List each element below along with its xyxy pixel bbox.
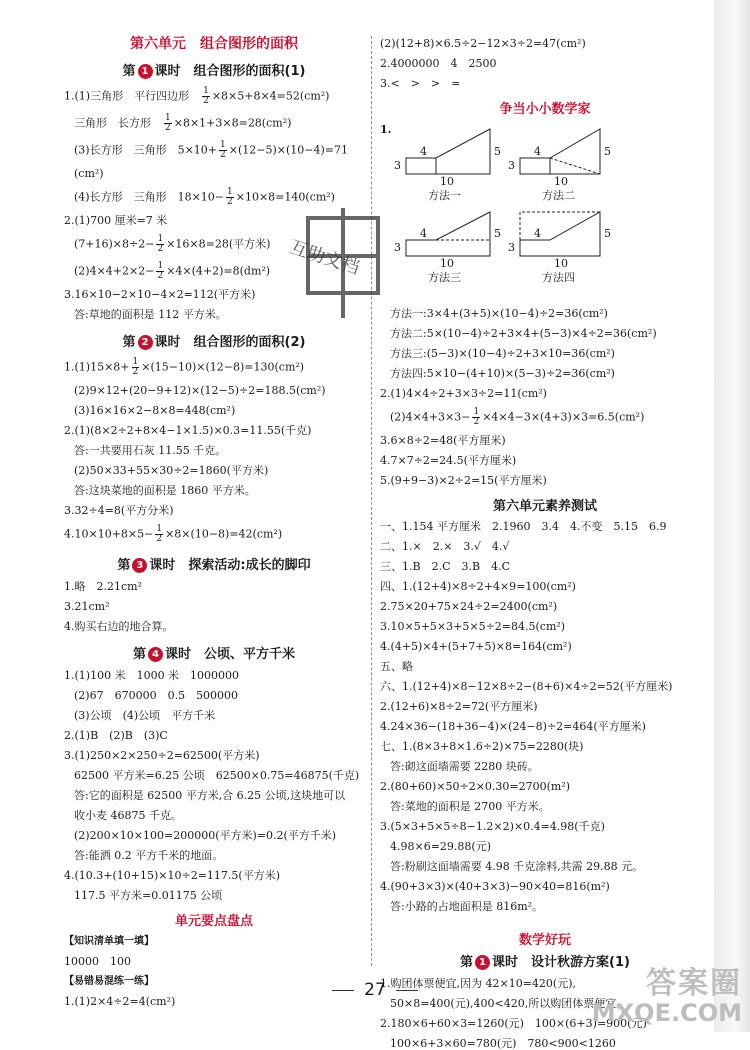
fig-side-label: 10 (440, 257, 454, 270)
answer-line: (3)长方形 三角形 5×10+ $\frac{1}{2}$ ×(12−5)×(10−4)=71 (74, 140, 348, 160)
answer-line: 3.10×5+5×3+5×5÷2=84.5(cm²) (380, 620, 566, 633)
fraction: $\frac{1}{2}$ (157, 234, 164, 254)
summary-title: 单元要点盘点 (174, 914, 253, 929)
watermark-text: 互助文档 (286, 236, 362, 279)
answer-line: 收小麦 46875 千克。 (74, 809, 182, 822)
answer-line: (cm²) (74, 167, 104, 180)
answer-line: 2.(80+60)×50÷2×0.30=2700(m²) (380, 780, 571, 793)
fraction: $\frac{1}{2}$ (203, 86, 209, 106)
fig-caption: 方法一 (428, 189, 461, 202)
answer-line: 2.75×20+75×24÷2=2400(cm²) (380, 600, 558, 613)
knowledge-tag: 【知识清单填一填】 (64, 936, 154, 947)
answer-line: 4.98×6=29.88(元) (390, 840, 491, 853)
fig-side-label: 3 (394, 159, 401, 172)
answer-line: 答:粉刷这面墙需要 4.98 千克涂料,共需 29.88 元。 (390, 860, 644, 873)
fig-caption: 方法四 (542, 271, 575, 284)
lesson-3-heading: 第 3 课时 探索活动:成长的脚印 (117, 558, 311, 573)
answer-line: 3.32÷4=8(平方分米) (64, 504, 174, 517)
fig-side-label: 5 (494, 145, 501, 158)
answer-line: 50×8=400(元),400<420,所以购团体票便宜。 (390, 997, 628, 1010)
fig-caption: 方法三 (428, 271, 461, 284)
answer-line: (2)67 670000 0.5 500000 (74, 689, 239, 702)
answer-line: 3.< > > = (380, 77, 461, 90)
lesson-number-badge: 3 (132, 558, 147, 573)
answer-line: 1.购团体票便宜,因为 42×10=420(元), (380, 977, 576, 990)
fig-side-label: 5 (494, 227, 501, 240)
answer-line: 1.(1)2×4÷2=4(cm²) (64, 995, 176, 1008)
fun-title: 数学好玩 (518, 933, 571, 948)
fig-side-label: 4 (534, 227, 541, 240)
answer-line: 2.(1)700 厘米=7 米 (64, 214, 168, 227)
fig-side-label: 5 (604, 227, 611, 240)
answer-line: 方法二:5×(10−4)÷2+3×4+(5−3)×4÷2=36(cm²) (390, 327, 657, 340)
answer-line: 三、1.B 2.C 3.B 4.C (380, 560, 510, 573)
fraction: $\frac{1}{2}$ (132, 357, 139, 377)
answer-line: 1.(1)100 米 1000 米 1000000 (64, 669, 240, 682)
watermark-stamp (278, 198, 408, 338)
answer-line: (2)4×4+3×3− $\frac{1}{2}$ ×4×4−3×(4+3)×3=6.5(cm²) (390, 407, 645, 427)
answer-line: 2.(12+6)×8÷2=72(平方厘米) (380, 700, 538, 713)
lesson-4-heading: 第 4 课时 公顷、平方千米 (132, 647, 296, 662)
lesson-number-badge: 1 (475, 955, 490, 970)
site-logo: 答案圈 MXQE.COM (591, 966, 742, 1027)
answer-line: 3.(1)250×2×250÷2=62500(平方米) (64, 749, 260, 762)
lesson-1-heading: 第 1 课时 组合图形的面积(1) (122, 64, 306, 79)
answer-line: 方法一:3×4+(3+5)×(10−4)÷2=36(cm²) (390, 307, 608, 320)
answer-line: (4)长方形 三角形 18×10− $\frac{1}{2}$ ×10×8=140(cm²) (74, 187, 335, 207)
answer-line: 4.(4+5)×4+(5+7+5)×8=164(cm²) (380, 640, 572, 653)
answer-line: 100×6+3×60=780(元) 780<900<1260 (390, 1037, 616, 1050)
fraction: $\frac{1}{2}$ (220, 140, 226, 160)
fun-lesson-1-heading: 第 1 课时 设计秋游方案(1) (460, 955, 630, 970)
contest-title: 争当小小数学家 (499, 102, 591, 117)
answer-line: 4.购买右边的地合算。 (64, 620, 174, 633)
fig-side-label: 3 (508, 241, 515, 254)
answer-line: (2)4×4+2×2− $\frac{1}{2}$ ×4×(4+2)=8(dm²) (74, 261, 271, 281)
answer-line: 1.略 2.21cm² (64, 580, 142, 593)
fig-side-label: 3 (394, 241, 401, 254)
answer-line: 三角形 长方形 $\frac{1}{2}$ ×8×1+3×8=28(cm²) (74, 113, 292, 133)
answer-line: 4.(90+3×3)×(40+3×3)−90×40=816(m²) (380, 880, 610, 893)
answer-line: (2)(12+8)×6.5÷2−12×3÷2=47(cm²) (380, 37, 586, 50)
fig-side-label: 5 (604, 145, 611, 158)
answer-line: 2.(1)(8×2÷2+8×4−1×1.5)×0.3=11.55(千克) (64, 424, 312, 437)
fig-side-label: 4 (420, 145, 427, 158)
fraction: $\frac{1}{2}$ (227, 187, 233, 207)
answer-line: (3)公顷 (4)公顷 平方千米 (74, 709, 216, 722)
method-figures (380, 124, 710, 300)
answer-line: 2.(1)4×4÷2+3×3÷2=11(cm²) (380, 387, 547, 400)
answer-line: 3.16×10−2×10−4×2=112(平方米) (64, 288, 256, 301)
answer-line: 10000 100 (64, 955, 131, 968)
answer-line: 2.4000000 4 2500 (380, 57, 497, 70)
answer-line: 4.10×10+8×5− $\frac{1}{2}$ ×8×(10−8)=42(cm²) (64, 524, 283, 544)
answer-line: (2)50×33+55×30÷2=1860(平方米) (74, 464, 269, 477)
answer-line: 二、1.× 2.× 3.√ 4.√ (380, 540, 510, 553)
answer-line: 答:菜地的面积是 2700 平方米。 (390, 800, 550, 813)
answer-line: 4.24×36−(18+36−4)×(24−8)÷2=464(平方厘米) (380, 720, 646, 733)
fig-side-label: 10 (554, 257, 568, 270)
answer-line: 方法四:5×10−(4+10)×(5−3)÷2=36(cm²) (390, 367, 615, 380)
answer-line: 答:能洒 0.2 平方千米的地面。 (74, 849, 224, 862)
answer-line: 六、1.(12+4)×8−12×8÷2−(8+6)×4÷2=52(平方厘米) (380, 680, 673, 693)
fig-side-label: 4 (534, 145, 541, 158)
answer-line: 答:小路的占地面积是 816m²。 (390, 900, 544, 913)
answer-line: 1.(1)15×8+ $\frac{1}{2}$ ×(15−10)×(12−8)=130(cm²) (64, 357, 305, 377)
answer-line: 4.7×7÷2=24.5(平方厘米) (380, 454, 517, 467)
fraction: $\frac{1}{2}$ (156, 524, 163, 544)
answer-line: 答:它的面积是 62500 平方米,合 6.25 公顷,这块地可以 (74, 789, 346, 802)
column-divider (371, 36, 372, 966)
figure-method-2 (520, 129, 600, 174)
fraction: $\frac{1}{2}$ (157, 261, 164, 281)
answer-line: 3.(5×3+5×5÷8−1.2×2)×0.4=4.98(千克) (380, 820, 605, 833)
answer-line: 答:草地的面积是 112 平方米。 (74, 308, 227, 321)
answer-line: (2)9×12+(20−9+12)×(12−5)÷2=188.5(cm²) (74, 384, 326, 397)
answer-line: 3.21cm² (64, 600, 110, 613)
answer-line: 117.5 平方米=0.01175 公顷 (74, 889, 223, 902)
answer-line: 1.(1)三角形 平行四边形 $\frac{1}{2}$ ×8×5+8×4=52(cm²) (64, 86, 330, 106)
answer-line: (2)200×10×100=200000(平方米)=0.2(平方千米) (74, 829, 337, 842)
unit-title: 第六单元 组合图形的面积 (130, 36, 298, 52)
answer-line: 五、略 (380, 660, 413, 673)
answer-line: (7+16)×8÷2− $\frac{1}{2}$ ×16×8=28(平方米) (74, 234, 271, 254)
fig-caption: 方法二 (542, 189, 575, 202)
answer-line: 4.(10.3+(10+15)×10÷2=117.5(平方米) (64, 869, 281, 882)
lesson-number-badge: 4 (148, 647, 163, 662)
fraction: $\frac{1}{2}$ (473, 407, 480, 427)
figure-method-3 (406, 212, 490, 256)
figure-number: 1. (380, 123, 392, 136)
lesson-number-badge: 1 (138, 64, 153, 79)
answer-line: 七、1.(8×3+8×1.6÷2)×75=2280(块) (380, 740, 584, 753)
answer-line: 答:这块菜地的面积是 1860 平方米。 (74, 484, 256, 497)
mistake-tag: 【易错易混练一练】 (64, 976, 154, 987)
answer-line: (3)16×16×2−8×8=448(cm²) (74, 404, 236, 417)
fig-side-label: 4 (420, 227, 427, 240)
fraction: $\frac{1}{2}$ (165, 113, 171, 133)
figure-method-4 (520, 212, 600, 256)
answer-line: 答:一共要用石灰 11.55 千克。 (74, 444, 227, 457)
fig-side-label: 10 (554, 175, 568, 188)
answer-line: 答:砌这面墙需要 2280 块砖。 (390, 760, 539, 773)
fig-side-label: 10 (440, 175, 454, 188)
answer-line: 5.(9+9−3)×2÷2=15(平方厘米) (380, 474, 547, 487)
page-number: 27 (0, 980, 750, 1000)
page-edge (714, 0, 750, 1032)
answer-line: 四、1.(12+4)×8÷2+4×9=100(cm²) (380, 580, 576, 593)
answer-line: 3.6×8÷2=48(平方厘米) (380, 434, 506, 447)
answer-line: 2.180×6+60×3=1260(元) 100×(6+3)=900(元) (380, 1017, 647, 1030)
answer-line: 方法三:(5−3)×(10−4)÷2+3×10=36(cm²) (390, 347, 615, 360)
lesson-number-badge: 2 (138, 335, 153, 350)
unit-test-title: 第六单元素养测试 (492, 499, 597, 514)
answer-line: 一、1.154 平方厘米 2.1960 3.4 4.不变 5.15 6.9 (380, 520, 667, 533)
fig-side-label: 3 (508, 159, 515, 172)
figure-method-1 (406, 129, 490, 174)
lesson-2-heading: 第 2 课时 组合图形的面积(2) (122, 335, 306, 350)
answer-line: 62500 平方米=6.25 公顷 62500×0.75=46875(千克) (74, 769, 360, 782)
left-column (64, 38, 364, 1008)
right-column (380, 38, 710, 1050)
answer-line: 2.(1)B (2)B (3)C (64, 729, 168, 742)
